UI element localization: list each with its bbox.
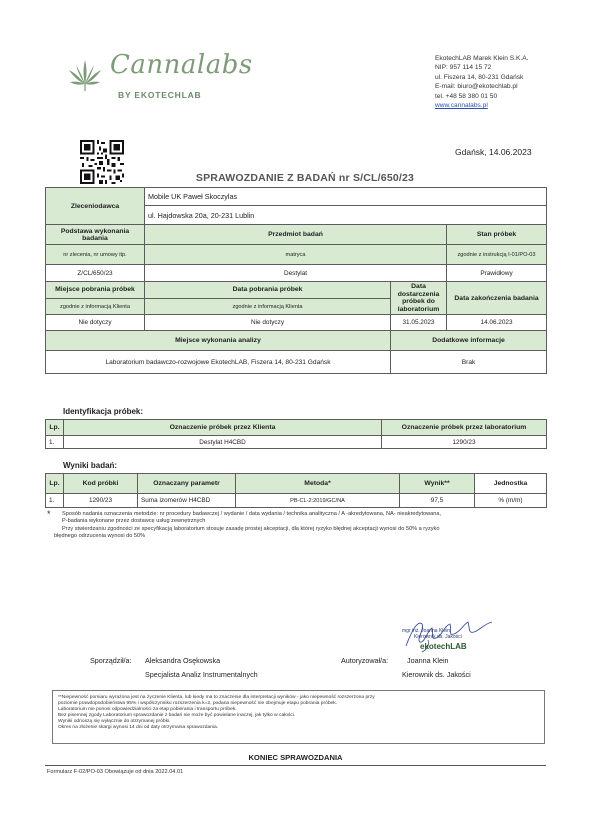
delivery-date-value: 31.05.2023	[391, 315, 447, 331]
logo-subtitle: BY EKOTECHLAB	[118, 90, 202, 100]
stamp-name: mgr inż. Joanna Klein	[402, 628, 451, 634]
analysis-place-label: Miejsce wykonania analizy	[46, 331, 391, 351]
identification-title: Identyfikacja próbek:	[63, 407, 144, 416]
sampling-place-label: Miejsce pobrania próbek	[46, 282, 145, 299]
note-line: P-badania wykonane przez dostawcę usług zewnętrznych	[62, 518, 206, 525]
sampling-date-label: Data pobrania próbek	[145, 282, 391, 299]
cannabis-leaf-logo-icon	[66, 58, 104, 92]
note-line: Sposób nadania oznaczenia metodzie: nr procedury badawczej / wydanie / data wydania / technika analityczna / A -akredytowana, NA- nieakredytowana,	[62, 511, 442, 517]
client-address: ul. Hajdowska 20a, 20-231 Lublin	[145, 206, 547, 225]
note-star: *	[47, 509, 51, 519]
ident-header-client: Oznaczenie próbek przez Klienta	[64, 420, 382, 436]
report-title: SPRAWOZDANIE Z BADAŃ nr S/CL/650/23	[195, 172, 415, 184]
result-value: 97,5	[400, 494, 475, 508]
company-nip: NIP: 957 114 15 72	[435, 64, 492, 72]
analysis-place-value: Laboratorium badawczo-rozwojowe EkotechLAB, Fiszera 14, 80-231 Gdańsk	[46, 351, 391, 374]
end-date-label: Data zakończenia badania	[447, 282, 547, 315]
results-header-lp: Lp.	[46, 474, 64, 494]
stamp-brand: ekotechLAB	[420, 642, 467, 651]
result-method: PB-CL-2:2019/GC/NA	[236, 494, 400, 508]
end-date-value: 14.06.2023	[447, 315, 547, 331]
qr-code-icon	[80, 140, 124, 184]
results-title: Wyniki badań:	[63, 461, 118, 470]
table-row	[46, 494, 547, 508]
company-email: E-mail: biuro@ekotechlab.pl	[435, 83, 518, 91]
subject-label: Przedmiot badań	[145, 225, 447, 245]
footnote-line: Wyniki odnoszą się wyłącznie do otrzymanej próbki.	[58, 719, 171, 725]
report-date: Gdańsk, 14.06.2023	[455, 147, 532, 157]
company-address: ul. Fiszera 14, 80-231 Gdańsk	[435, 73, 524, 81]
result-unit: % (m/m)	[475, 494, 547, 508]
footnote-line: Okres na złożenie skargi wynosi 14 dni od daty otrzymania sprawozdania.	[58, 725, 219, 731]
state-sub: zgodnie z instrukcją I-01/PO-03	[447, 245, 547, 265]
ident-client-mark: Destylat H4CBD	[64, 436, 382, 449]
subject-value: Destylat	[145, 265, 447, 282]
divider	[45, 765, 546, 766]
sampling-place-sub: zgodnie z informacją Klienta	[46, 298, 145, 315]
note-line: Przy stwierdzaniu zgodności ze specyfikacją laboratorium stosuje zasadę prostej akceptacji, dla której ryzyko błędnej akceptacji wynosi do 50% a ryzyko	[62, 525, 440, 532]
company-phone: tel. +48 58 380 01 50	[435, 92, 498, 100]
note-line: błędnego odrzucenia wynosi do 50%	[54, 533, 146, 540]
ident-lab-mark: 1290/23	[382, 436, 547, 449]
company-name: EkotechLAB Marek Klein S.K.A.	[435, 55, 529, 62]
sampling-place-value: Nie dotyczy	[46, 315, 145, 331]
authorized-name: Joanna Klein	[407, 656, 449, 665]
sampling-date-sub: zgodnie z informacją Klienta	[145, 298, 391, 315]
results-header-result: Wynik**	[400, 474, 475, 494]
client-label: Zleceniodawca	[46, 188, 145, 225]
stamp-role: Kierownik ds. Jakości	[414, 634, 462, 640]
results-header-code: Kod próbki	[64, 474, 138, 494]
extra-info-label: Dodatkowe informacje	[391, 331, 547, 351]
state-value: Prawidłowy	[447, 265, 547, 282]
basis-label: Podstawa wykonania badania	[46, 225, 145, 245]
company-info	[435, 54, 528, 110]
footnote-line: poziomie prawdopodobieństwa 95% i współczynniku rozszerzenia k=2, podana niepewność nie obejmuje etapu pobrania próbek.	[58, 701, 338, 707]
method-note	[47, 511, 547, 541]
company-website-link[interactable]: www.cannalabs.pl	[435, 102, 488, 110]
prepared-role: Specjalista Analiz Instrumentalnych	[145, 670, 258, 679]
basis-value: Z/CL/650/23	[46, 265, 145, 282]
ident-lp: 1.	[46, 436, 64, 449]
results-table	[45, 473, 547, 508]
end-of-report-title: KONIEC SPRAWOZDANIA	[248, 753, 343, 762]
prepared-label: Sporządził/a:	[90, 656, 132, 665]
form-note: Formularz F-02/PO-03 Obowiązuje od dnia 2022.04.01	[47, 769, 184, 775]
authorized-label: Autoryzował/a:	[341, 656, 389, 665]
delivery-date-label: Data dostarczenia próbek do laboratorium	[391, 282, 447, 315]
prepared-name: Aleksandra Osękowska	[145, 656, 221, 665]
logo-brand-name: Cannalabs	[110, 50, 253, 80]
results-header-unit: Jednostka	[475, 474, 547, 494]
result-code: 1290/23	[64, 494, 138, 508]
results-header-parameter: Oznaczany parametr	[138, 474, 236, 494]
client-name: Mobile UK Paweł Skoczylas	[145, 188, 547, 206]
footnote-line: **Niepewność pomiaru wyrażona jest na życzenie Klienta, lub kiedy ma to znaczenie dla interpretacji wyników - jako niepewność rozszerzona przy	[58, 695, 375, 700]
basis-sub: nr zlecenia, nr umowy itp.	[46, 245, 145, 265]
extra-info-value: Brak	[391, 351, 547, 374]
signature-stamp	[402, 628, 462, 640]
authorized-role: Kierownik ds. Jakości	[402, 670, 471, 679]
footnote-line: Laboratorium nie ponosi odpowiedzialności za etap pobierania i transportu próbek.	[58, 707, 237, 713]
result-lp: 1.	[46, 494, 64, 508]
footnote-line: Bez pisemnej zgody Laboratorium sprawozdanie z badań nie może być powielane inaczej, jak tylko w całości.	[58, 713, 296, 719]
state-label: Stan próbek	[447, 225, 547, 245]
table-row	[46, 436, 547, 449]
result-parameter: Suma izomerów H4CBD	[138, 494, 236, 508]
sampling-date-value: Nie dotyczy	[145, 315, 391, 331]
subject-sub: matryca	[145, 245, 447, 265]
footnote-box	[52, 690, 545, 744]
sample-identification-table	[45, 419, 547, 449]
ident-header-lp: Lp.	[46, 420, 64, 436]
ident-header-lab: Oznaczenie próbek przez laboratorium	[382, 420, 547, 436]
report-info-table	[45, 187, 547, 374]
results-header-method: Metoda*	[236, 474, 400, 494]
